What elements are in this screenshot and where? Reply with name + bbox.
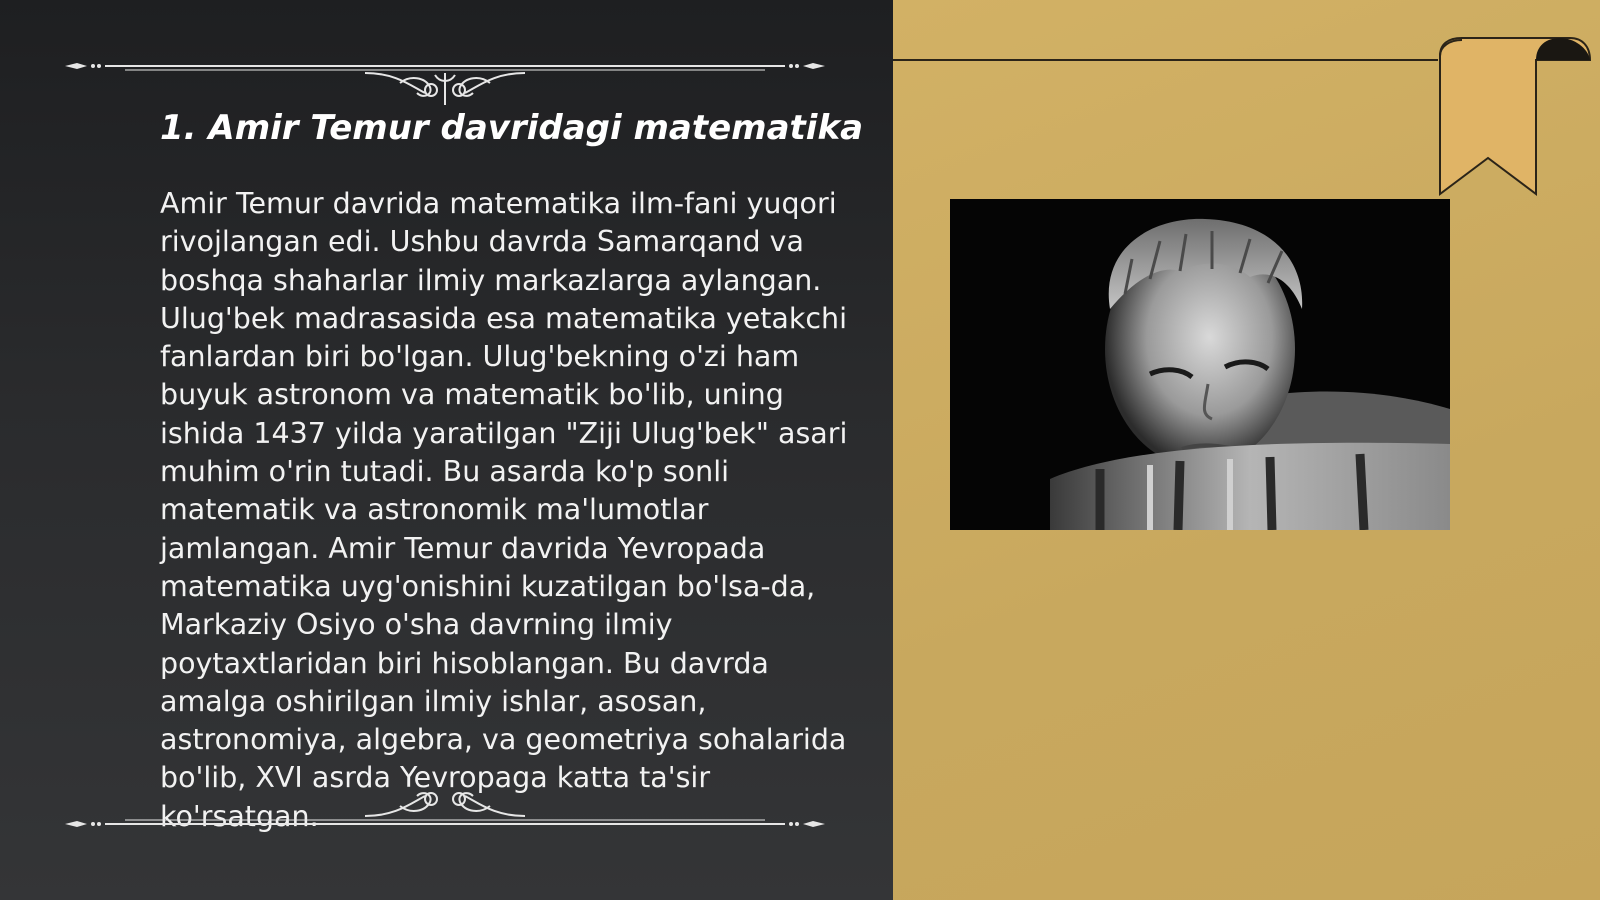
boy-portrait-photo	[950, 199, 1450, 530]
flourish-divider-icon	[65, 45, 825, 105]
slide-title: 1. Amir Temur davridagi matematika	[160, 108, 864, 148]
flourish-divider-icon	[65, 780, 825, 840]
header-rule-line	[893, 59, 1438, 61]
boy-portrait-image	[950, 199, 1450, 530]
slide-body-text: Amir Temur davrida matematika ilm-fani yuqori rivojlangan edi. Ushbu davrda Samarqand va boshqa shaharlar ilmiy markazlarga aylangan. Ulug'bek madrasasida esa matematika yetakchi fanlardan biri bo'lgan. Ulug'bekning o'zi ham buyuk astronom va matematik bo'lib, uning ishida 1437 yilda yaratilgan "Ziji Ulug'bek" asari muhim o'rin tutadi. Bu asarda ko'p sonli matematik va astronomik ma'lumotlar jamlangan. Amir Temur davrida Yevropada matematika uyg'onishini kuzatilgan bo'lsa-da, Markaziy Osiyo o'sha davrning ilmiy poytaxtlaridan biri hisoblangan. Bu davrda amalga oshirilgan ilmiy ishlar, asosan, astronomiya, algebra, va geometriya sohalarida bo'lib, XVI asrda Yevropaga katta ta'sir ko'rsatgan.	[160, 187, 848, 833]
bookmark-ribbon-icon	[1432, 34, 1592, 204]
